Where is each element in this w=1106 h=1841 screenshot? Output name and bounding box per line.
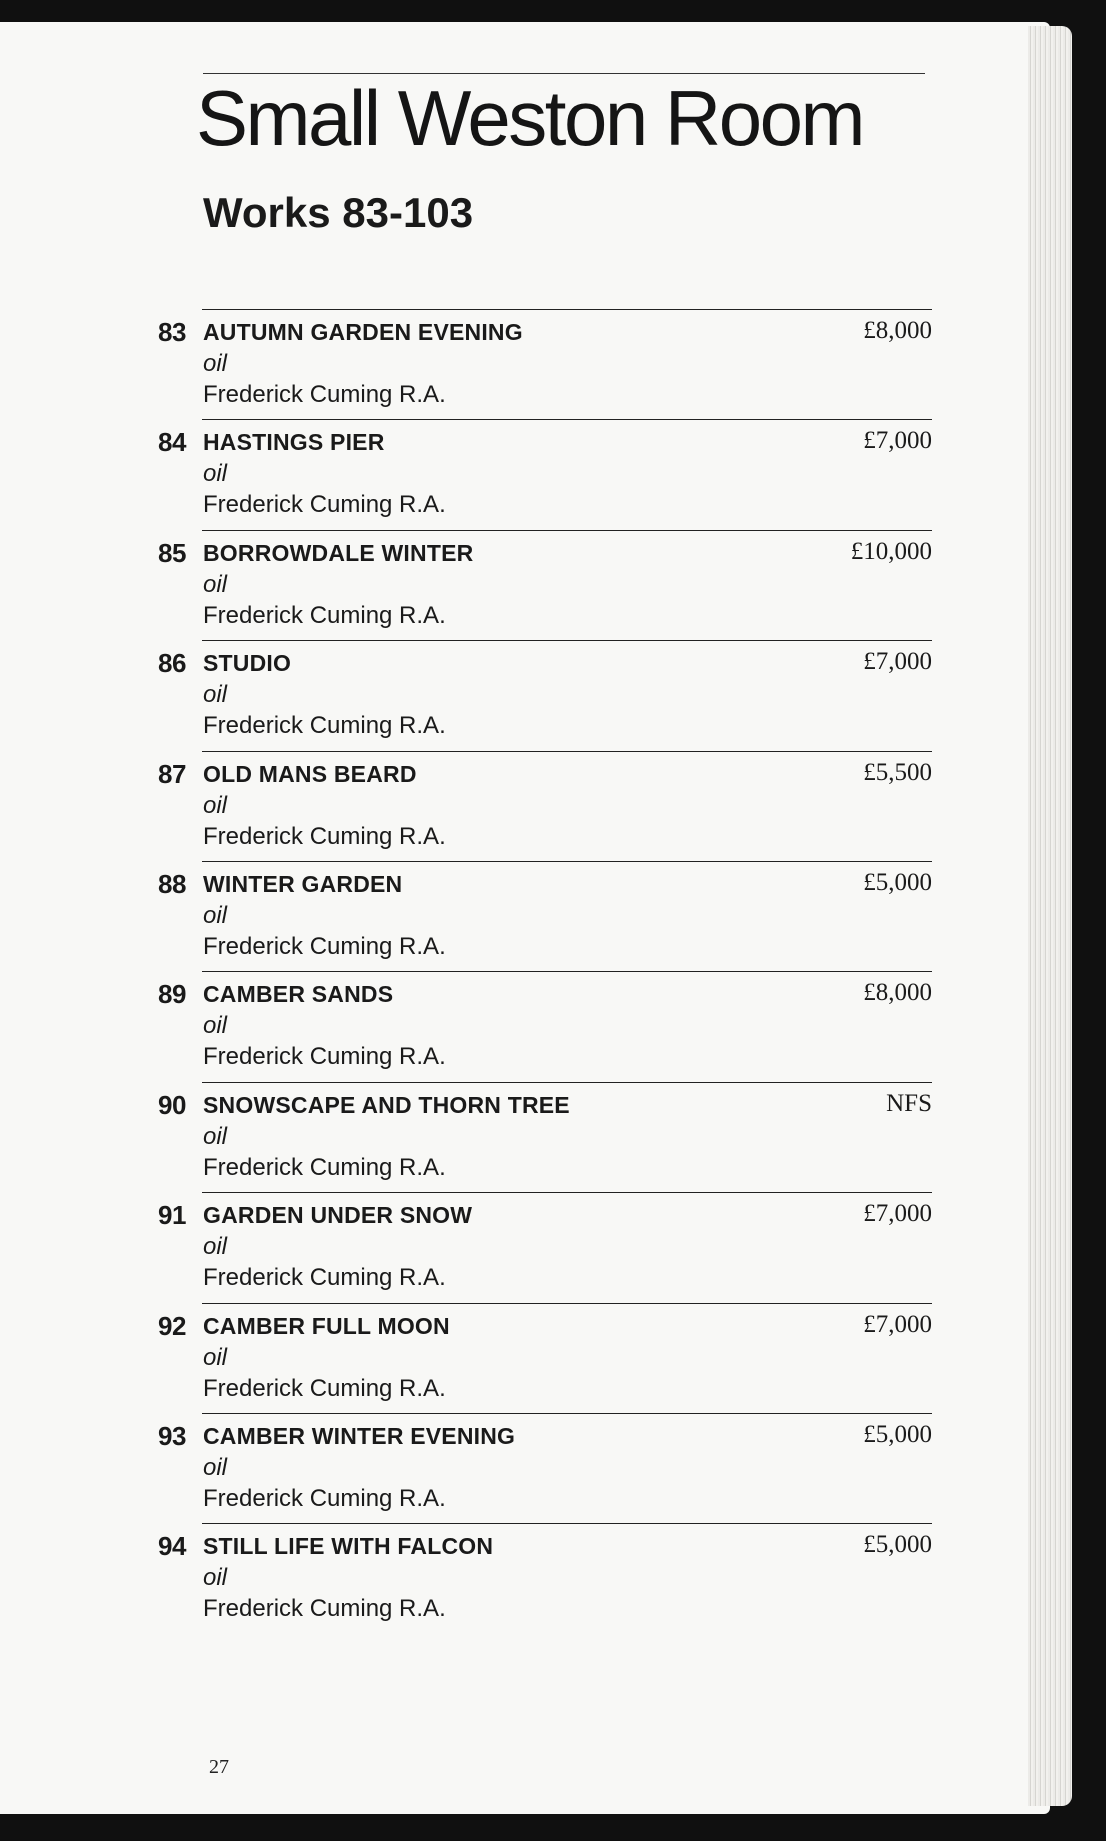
entry-rule [202,530,932,531]
entry-number: 90 [158,1089,186,1120]
entry-rule [202,1303,932,1304]
entry-price: £8,000 [863,979,932,1007]
entry-medium: oil [203,1122,228,1150]
entry-rule [202,419,932,420]
works-list [0,309,1050,1634]
entry-price: £7,000 [863,1310,932,1338]
entry-rule [202,751,932,752]
entry-number: 93 [158,1420,186,1451]
catalogue-entry [0,971,1050,1081]
entry-number: 86 [158,648,186,679]
entry-price: £7,000 [863,427,932,455]
catalogue-entry [0,751,1050,861]
catalogue-entry [0,1082,1050,1192]
catalogue-entry [0,1413,1050,1523]
entry-title: CAMBER SANDS [203,981,394,1008]
entry-artist: Frederick Cuming R.A. [203,932,446,960]
entry-artist: Frederick Cuming R.A. [203,1595,446,1623]
entry-price: £5,500 [863,758,932,786]
entry-rule [202,1523,932,1524]
entry-number: 91 [158,1200,186,1231]
entry-number: 94 [158,1531,186,1562]
page-number: 27 [209,1756,229,1778]
entry-medium: oil [203,1564,228,1592]
catalogue-entry [0,1303,1050,1413]
entry-title: CAMBER FULL MOON [203,1312,450,1339]
entry-medium: oil [203,901,228,929]
entry-title: OLD MANS BEARD [203,760,417,787]
entry-title: WINTER GARDEN [203,870,403,897]
entry-artist: Frederick Cuming R.A. [203,1484,446,1512]
entry-title: CAMBER WINTER EVENING [203,1422,516,1449]
entry-medium: oil [203,1233,228,1261]
entry-artist: Frederick Cuming R.A. [203,712,446,740]
entry-medium: oil [203,1453,228,1481]
entry-medium: oil [203,1012,228,1040]
entry-rule [202,1413,932,1414]
entry-number: 92 [158,1310,186,1341]
entry-rule [202,971,932,972]
entry-medium: oil [203,1343,228,1371]
works-range: Works 83-103 [203,189,474,236]
entry-artist: Frederick Cuming R.A. [203,1374,446,1402]
entry-artist: Frederick Cuming R.A. [203,822,446,850]
catalogue-entry [0,640,1050,750]
entry-title: HASTINGS PIER [203,429,385,456]
catalogue-entry [0,1523,1050,1633]
entry-number: 83 [158,317,186,347]
entry-medium: oil [203,570,228,598]
entry-price: £5,000 [863,1420,932,1448]
entry-medium: oil [203,460,228,488]
entry-medium: oil [203,350,228,377]
entry-artist: Frederick Cuming R.A. [203,381,446,408]
entry-number: 87 [158,758,186,789]
entry-price: £10,000 [850,537,932,565]
entry-rule [202,1082,932,1083]
entry-artist: Frederick Cuming R.A. [203,1043,446,1071]
entry-price: £5,000 [863,1531,932,1559]
entry-number: 89 [158,979,186,1010]
entry-number: 88 [158,868,186,899]
catalogue-entry [0,309,1050,419]
room-title: Small Weston Room [196,74,863,162]
entry-artist: Frederick Cuming R.A. [203,601,446,629]
entry-rule [202,309,932,310]
catalogue-entry [0,419,1050,529]
entry-number: 85 [158,537,186,568]
entry-price: £5,000 [863,868,932,896]
entry-title: AUTUMN GARDEN EVENING [203,319,523,345]
catalogue-entry [0,530,1050,640]
entry-artist: Frederick Cuming R.A. [203,1153,446,1181]
entry-price: £7,000 [863,648,932,676]
entry-title: STUDIO [203,650,292,677]
entry-medium: oil [203,791,228,819]
entry-medium: oil [203,681,228,709]
entry-rule [202,1192,932,1193]
entry-rule [202,861,932,862]
entry-price: NFS [886,1089,932,1117]
entry-price: £8,000 [863,317,932,344]
entry-price: £7,000 [863,1200,932,1228]
entry-artist: Frederick Cuming R.A. [203,491,446,519]
entry-title: GARDEN UNDER SNOW [203,1202,473,1229]
entry-title: SNOWSCAPE AND THORN TREE [203,1091,570,1118]
entry-title: BORROWDALE WINTER [203,539,474,566]
catalogue-entry [0,861,1050,971]
catalogue-entry [0,1192,1050,1302]
entry-number: 84 [158,427,186,458]
entry-artist: Frederick Cuming R.A. [203,1264,446,1292]
entry-title: STILL LIFE WITH FALCON [203,1533,494,1560]
entry-rule [202,640,932,641]
